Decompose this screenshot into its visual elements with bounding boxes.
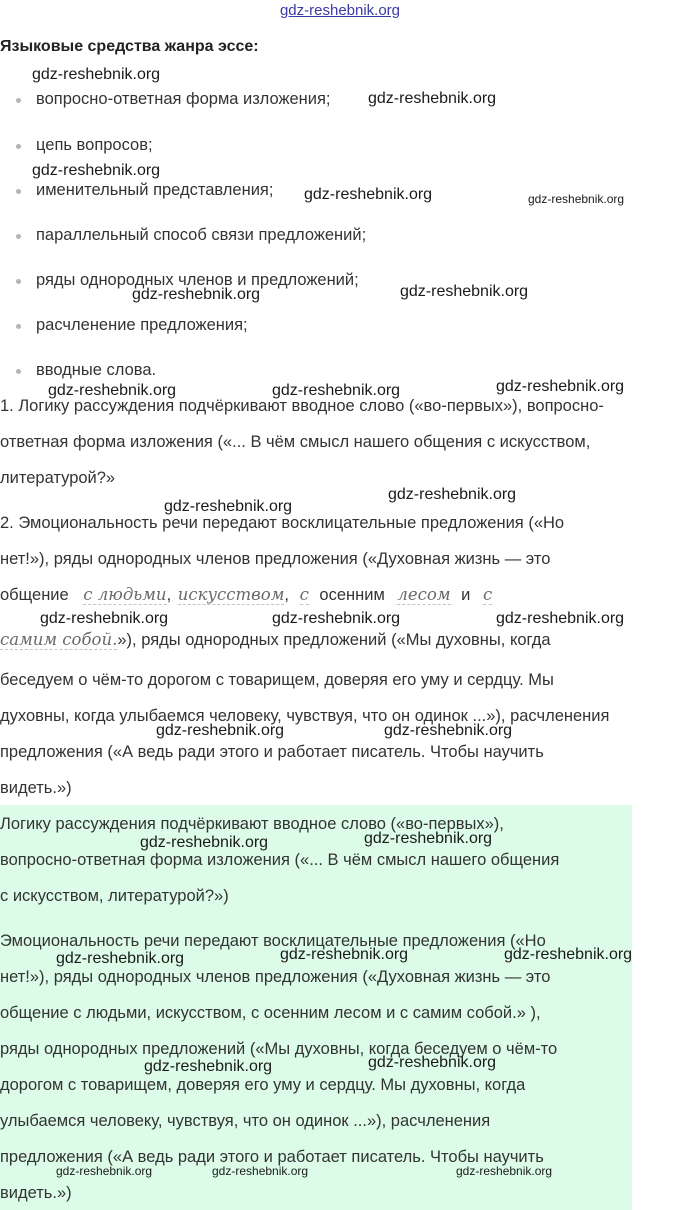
watermark-text: gdz-reshebnik.org (56, 950, 185, 967)
paragraph-line: духовны, когда улыбаемся человеку, чувствуя, что он одинок ...»), расчленения (0, 707, 610, 725)
paragraph-line: видеть.») (0, 779, 72, 797)
handwritten-word: самим собой. (0, 630, 118, 649)
answer-line: нет!»), ряды однородных членов предложения («Духовная жизнь — это (0, 968, 551, 986)
watermark-text: gdz-reshebnik.org (56, 1164, 153, 1178)
handwritten-word: лесом (397, 585, 451, 604)
list-item: расчленение предложения; (36, 316, 248, 334)
paragraph-line: 2. Эмоциональность речи передают восклицательные предложения («Но (0, 514, 565, 532)
text-fragment: и (461, 586, 471, 604)
answer-line: предложения («А ведь ради этого и работает писатель. Чтобы научить (0, 1148, 544, 1166)
text-fragment: , (166, 586, 172, 604)
handwritten-word: с (482, 585, 493, 604)
watermark-text: gdz-reshebnik.org (272, 382, 401, 399)
paragraph-line: нет!»), ряды однородных членов предложения («Духовная жизнь — это (0, 550, 551, 568)
paragraph-line: 1. Логику рассуждения подчёркивают вводное слово («во-первых»), вопросно- (0, 397, 604, 415)
watermark-text: gdz-reshebnik.org (368, 1054, 497, 1071)
answer-line: Логику рассуждения подчёркивают вводное слово («во-первых»), (0, 815, 504, 833)
watermark-text: gdz-reshebnik.org (496, 610, 625, 627)
watermark-text: gdz-reshebnik.org (32, 162, 161, 179)
list-item: вводные слова. (36, 361, 157, 379)
handwritten-word: искусством (177, 585, 285, 604)
paragraph-line: предложения («А ведь ради этого и работает писатель. Чтобы научить (0, 743, 544, 761)
paragraph-line-with-handwriting (0, 630, 551, 650)
watermark-text: gdz-reshebnik.org (504, 946, 633, 963)
list-item: ряды однородных членов и предложений; (36, 271, 359, 289)
watermark-text: gdz-reshebnik.org (304, 186, 433, 203)
watermark-text: gdz-reshebnik.org (144, 1058, 273, 1075)
watermark-text: gdz-reshebnik.org (364, 830, 493, 847)
answer-line: улыбаемся человеку, чувствуя, что он одинок ...»), расчленения (0, 1112, 491, 1130)
watermark-text: gdz-reshebnik.org (496, 378, 625, 395)
answer-line: Эмоциональность речи передают восклицательные предложения («Но (0, 932, 546, 950)
watermark-text: gdz-reshebnik.org (280, 946, 409, 963)
list-item: параллельный способ связи предложений; (36, 226, 367, 244)
list-item: именительный представления; (36, 181, 274, 199)
section-title: Языковые средства жанра эссе: (0, 38, 259, 55)
paragraph-line-with-handwriting (0, 585, 492, 605)
paragraph-line: литературой?» (0, 469, 116, 487)
paragraph-line: беседуем о чём-то дорогом с товарищем, доверяя его уму и сердцу. Мы (0, 671, 554, 689)
watermark-text: gdz-reshebnik.org (456, 1164, 553, 1178)
answer-line: видеть.») (0, 1184, 72, 1202)
text-fragment: осенним (319, 586, 385, 604)
text-fragment: »), ряды однородных предложений («Мы духовны, когда (117, 631, 551, 649)
handwritten-word: с (299, 585, 309, 604)
watermark-text: gdz-reshebnik.org (156, 722, 285, 739)
watermark-text: gdz-reshebnik.org (388, 486, 517, 503)
handwritten-word: с людьми (83, 585, 167, 604)
answer-line: дорогом с товарищем, доверяя его уму и сердцу. Мы духовны, когда (0, 1076, 526, 1094)
paragraph-line: ответная форма изложения («... В чём смысл нашего общения с искусством, (0, 433, 591, 451)
answer-line: с искусством, литературой?») (0, 887, 229, 905)
answer-line: ряды однородных предложений («Мы духовны, когда беседуем о чём-то (0, 1040, 558, 1058)
watermark-text: gdz-reshebnik.org (272, 610, 401, 627)
watermark-text: gdz-reshebnik.org (32, 66, 161, 83)
answer-line: общение с людьми, искусством, с осенним лесом и с самим собой.» ), (0, 1004, 541, 1022)
watermark-text: gdz-reshebnik.org (400, 283, 529, 300)
answer-line: вопросно-ответная форма изложения («... В чём смысл нашего общения (0, 851, 560, 869)
watermark-text: gdz-reshebnik.org (164, 498, 293, 515)
watermark-text: gdz-reshebnik.org (368, 90, 497, 107)
text-fragment: , (284, 586, 289, 604)
watermark-text: gdz-reshebnik.org (48, 382, 177, 399)
watermark-text: gdz-reshebnik.org (212, 1164, 309, 1178)
watermark-text: gdz-reshebnik.org (132, 286, 261, 303)
watermark-text: gdz-reshebnik.org (528, 192, 625, 206)
text-fragment: общение (0, 586, 69, 604)
watermark-text: gdz-reshebnik.org (384, 722, 513, 739)
watermark-text: gdz-reshebnik.org (40, 610, 169, 627)
list-item: вопросно-ответная форма изложения; (36, 90, 331, 108)
list-item: цепь вопросов; (36, 136, 153, 154)
header-watermark-link[interactable]: gdz-reshebnik.org (279, 2, 401, 19)
watermark-text: gdz-reshebnik.org (140, 834, 269, 851)
